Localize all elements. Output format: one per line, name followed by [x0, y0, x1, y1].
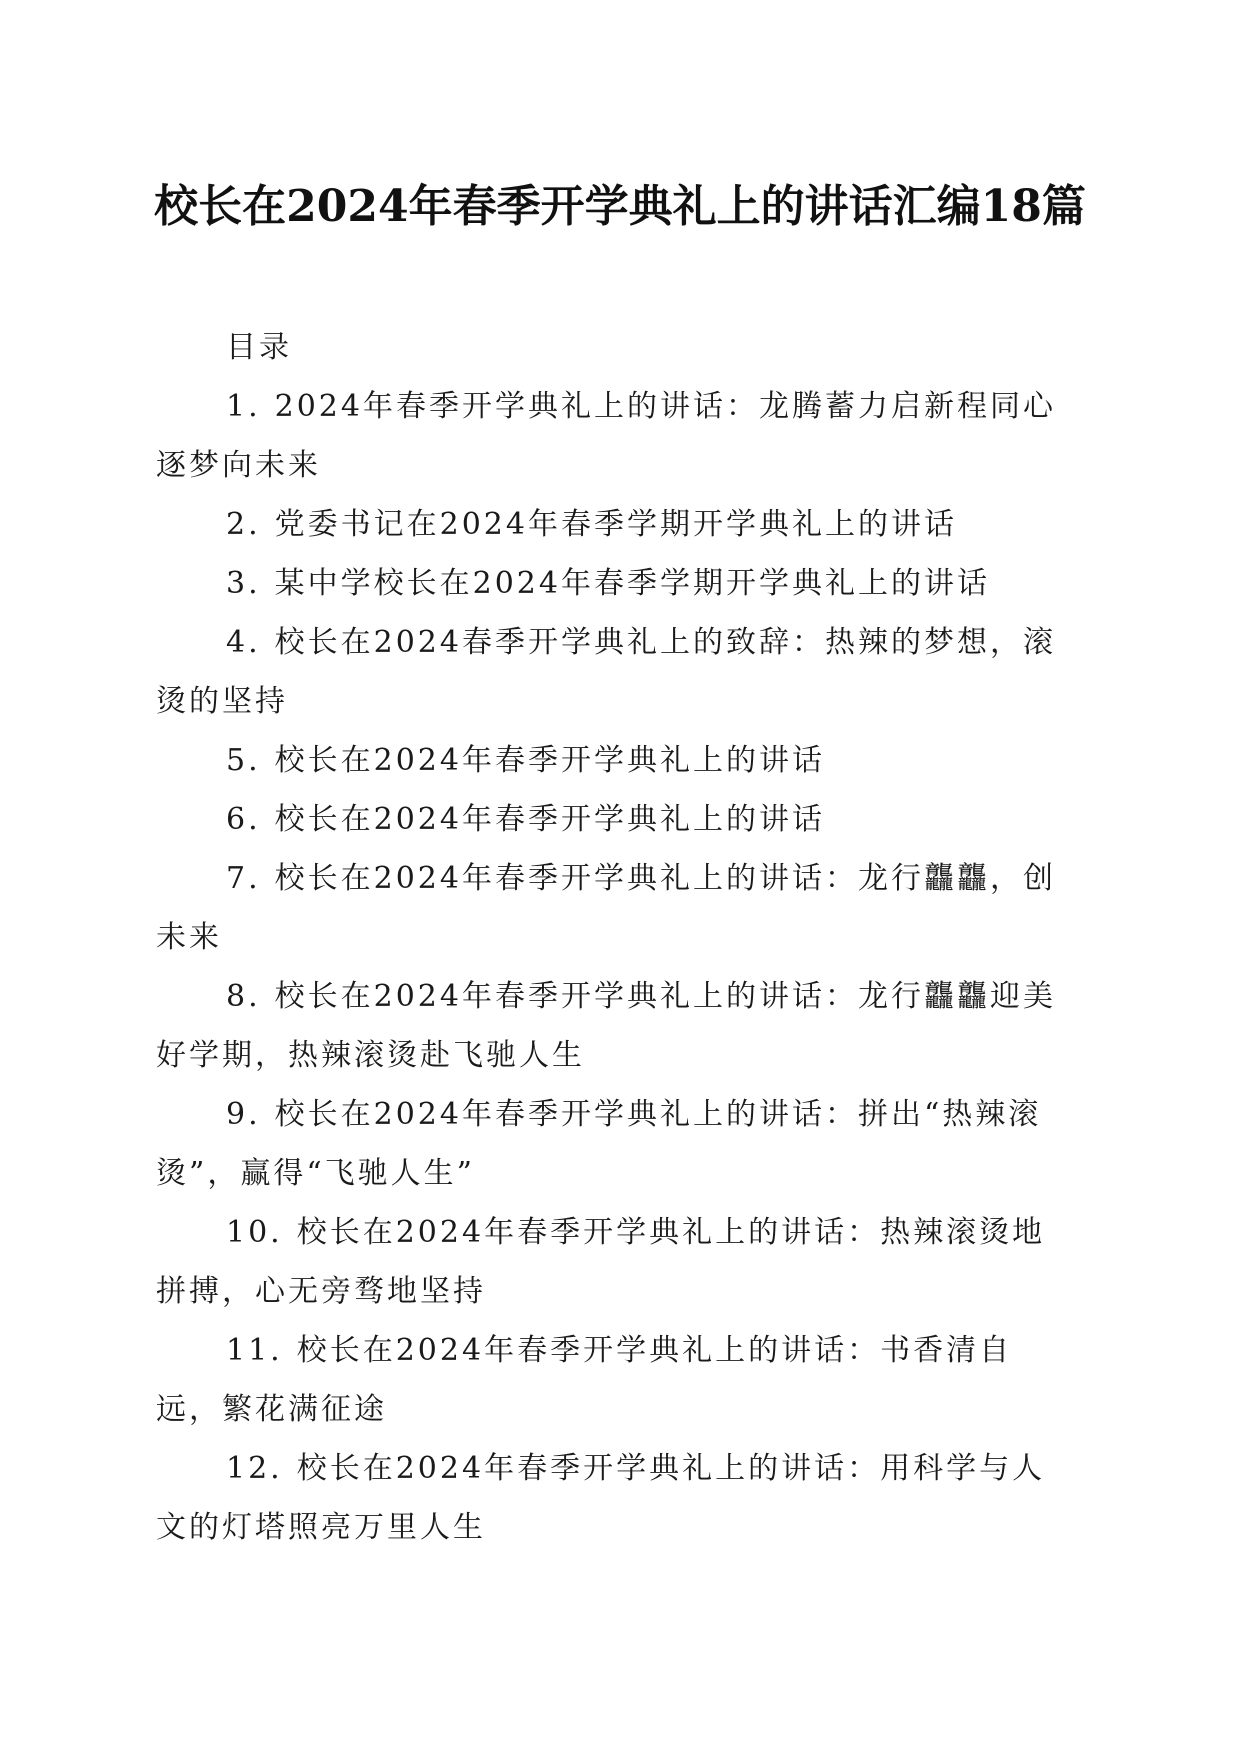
toc-item-text: 校长在2024年春季开学典礼上的讲话 [274, 743, 825, 778]
toc-item-text: 校长在2024年春季开学典礼上的讲话：热辣滚烫地拼搏，心无旁骛地坚持 [156, 1215, 1046, 1309]
toc-item-text: 某中学校长在2024年春季学期开学典礼上的讲话 [274, 566, 990, 601]
table-of-contents [156, 318, 1076, 1557]
toc-item[interactable] [156, 554, 1076, 613]
toc-item[interactable] [156, 731, 1076, 790]
toc-item-number: 11. [226, 1333, 283, 1368]
toc-item-number: 1. [226, 389, 261, 424]
toc-item-number: 5. [226, 743, 261, 778]
toc-item-number: 10. [226, 1215, 283, 1250]
toc-item[interactable] [156, 790, 1076, 849]
document-title: 校长在2024年春季开学典礼上的讲话汇编18篇 [154, 181, 1086, 232]
toc-item-text: 校长在2024年春季开学典礼上的讲话：龙行龘龘，创未来 [156, 861, 1056, 955]
toc-item-text: 校长在2024年春季开学典礼上的讲话：书香清自远，繁花满征途 [156, 1333, 1013, 1427]
toc-item-number: 2. [226, 507, 261, 542]
toc-item-number: 7. [226, 861, 261, 896]
toc-item[interactable] [156, 495, 1076, 554]
toc-heading: 目录 [226, 330, 292, 365]
toc-item-text: 校长在2024春季开学典礼上的致辞：热辣的梦想，滚烫的坚持 [156, 625, 1056, 719]
toc-item-number: 3. [226, 566, 261, 601]
toc-item-text: 党委书记在2024年春季学期开学典礼上的讲话 [274, 507, 957, 542]
toc-item[interactable] [156, 613, 1076, 731]
toc-item-text: 校长在2024年春季开学典礼上的讲话：龙行龘龘迎美好学期，热辣滚烫赴飞驰人生 [156, 979, 1056, 1073]
toc-item[interactable] [156, 1439, 1076, 1557]
toc-item-number: 4. [226, 625, 261, 660]
toc-item[interactable] [156, 377, 1076, 495]
toc-item-text: 校长在2024年春季开学典礼上的讲话 [274, 802, 825, 837]
toc-item[interactable] [156, 1085, 1076, 1203]
toc-item-number: 12. [226, 1451, 283, 1486]
toc-item[interactable] [156, 1321, 1076, 1439]
toc-item-number: 9. [226, 1097, 261, 1132]
toc-item-number: 8. [226, 979, 261, 1014]
toc-item-number: 6. [226, 802, 261, 837]
toc-item-text: 校长在2024年春季开学典礼上的讲话：用科学与人文的灯塔照亮万里人生 [156, 1451, 1046, 1545]
toc-list [156, 377, 1076, 1557]
toc-item[interactable] [156, 849, 1076, 967]
toc-item[interactable] [156, 967, 1076, 1085]
toc-item-text: 校长在2024年春季开学典礼上的讲话：拼出“热辣滚烫”，赢得“飞驰人生” [156, 1097, 1042, 1191]
toc-item[interactable] [156, 1203, 1076, 1321]
toc-item-text: 2024年春季开学典礼上的讲话：龙腾蓄力启新程同心逐梦向未来 [156, 389, 1056, 483]
